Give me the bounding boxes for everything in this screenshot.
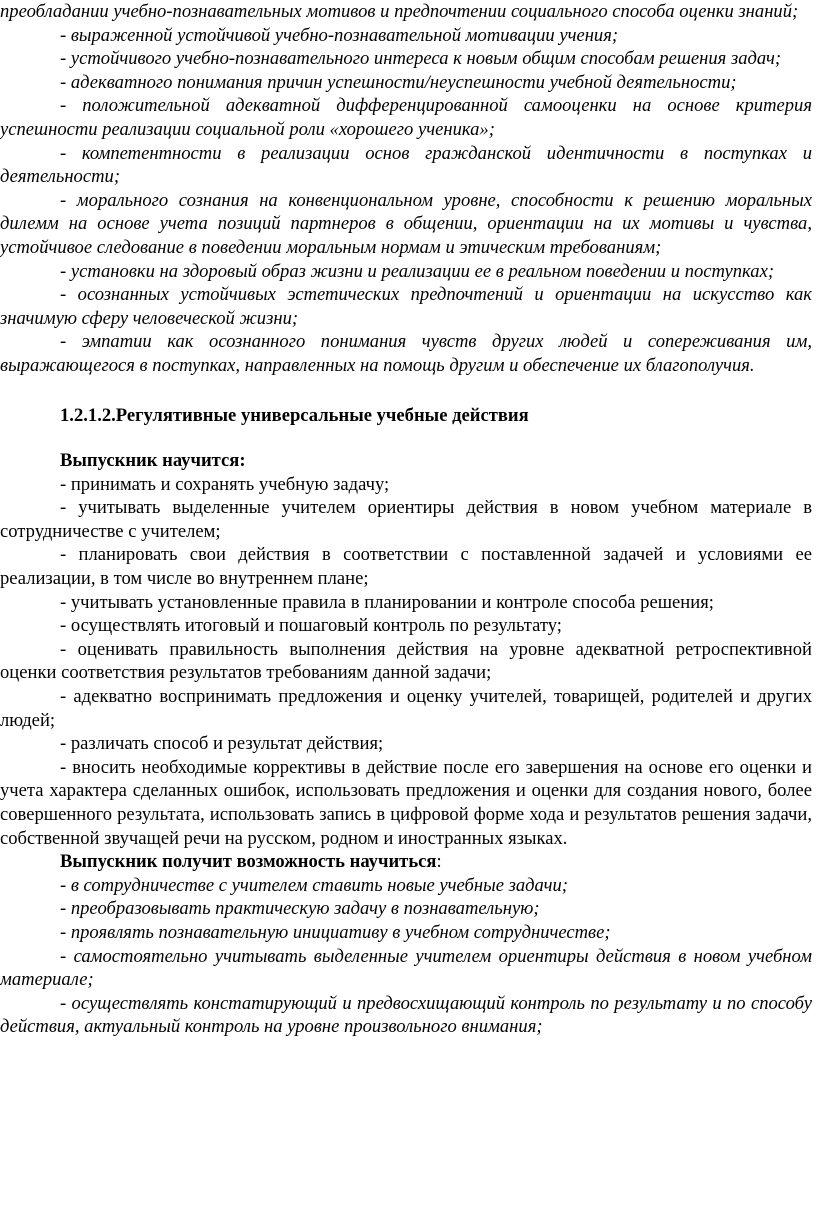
list-item: - планировать свои действия в соответствии с поставленной задачей и условиями ее реализации, в том числе во внутреннем плане; xyxy=(0,544,812,590)
list-item: - устойчивого учебно-познавательного интереса к новым общим способам решения задач; xyxy=(60,48,782,70)
list-item: - осознанных устойчивых эстетических предпочтений и ориентации на искусство как значимую сферу человеческой жизни; xyxy=(0,284,812,329)
spacer xyxy=(0,427,812,449)
spacer xyxy=(0,378,812,404)
list-item: - морального сознания на конвенциональном уровне, способности к решению моральных дилемм на основе учета позиций партнеров в общении, ориентации на их мотивы и чувства, устойчивое следование в поведении моральным нормам и этическим требованиям; xyxy=(0,189,812,258)
list-item: - установки на здоровый образ жизни и реализации ее в реальном поведении и поступках; xyxy=(60,260,775,282)
opportunity-heading-colon: : xyxy=(436,851,442,873)
section-heading xyxy=(0,404,812,428)
list-item: - оценивать правильность выполнения действия на уровне адекватной ретроспективной оценки соответствия результатов требованиям данной задачи; xyxy=(0,638,812,684)
list-item: - выраженной устойчивой учебно-познавательной мотивации учения; xyxy=(60,24,619,46)
list-item: - в сотрудничестве с учителем ставить новые учебные задачи; xyxy=(60,874,568,896)
list-item: - осуществлять итоговый и пошаговый контроль по результату; xyxy=(60,615,562,637)
list-item: - компетентности в реализации основ гражданской идентичности в поступках и деятельности; xyxy=(0,142,812,188)
section-title: .Регулятивные универсальные учебные действия xyxy=(111,404,529,426)
paragraph-continued: преобладании учебно-познавательных мотивов и предпочтении социального способа оценки знаний; xyxy=(0,1,799,22)
list-item: - положительной адекватной дифференцированной самооценки на основе критерия успешности реализации социальной роли «хорошего ученика»; xyxy=(0,95,812,140)
list-item: - проявлять познавательную инициативу в учебном сотрудничестве; xyxy=(60,921,611,943)
section-number: 1.2.1.2 xyxy=(60,404,112,426)
list-item: - различать способ и результат действия; xyxy=(60,733,384,755)
list-item: - адекватного понимания причин успешности/неуспешности учебной деятельности; xyxy=(60,71,737,93)
opportunity-heading-text: Выпускник получит возможность научиться xyxy=(60,851,437,873)
list-item: - осуществлять констатирующий и предвосхищающий контроль по результату и по способу действия, актуальный контроль на уровне произвольного внимания; xyxy=(0,992,812,1038)
will-learn-heading: Выпускник научится: xyxy=(60,450,246,472)
list-item: - принимать и сохранять учебную задачу; xyxy=(60,473,390,495)
opportunity-heading xyxy=(0,850,812,874)
list-item: - преобразовывать практическую задачу в познавательную; xyxy=(60,898,540,920)
list-item: - эмпатии как осознанного понимания чувств других людей и сопереживания им, выражающегося в поступках, направленных на помощь другим и обеспечение их благополучия. xyxy=(0,331,812,376)
list-item: - адекватно воспринимать предложения и оценку учителей, товарищей, родителей и других людей; xyxy=(0,686,812,731)
list-item: - учитывать выделенные учителем ориентиры действия в новом учебном материале в сотрудничестве с учителем; xyxy=(0,497,812,542)
list-item: - учитывать установленные правила в планировании и контроле способа решения; xyxy=(60,591,714,613)
list-item: - самостоятельно учитывать выделенные учителем ориентиры действия в новом учебном материале; xyxy=(0,945,812,991)
list-item: - вносить необходимые коррективы в действие после его завершения на основе его оценки и учета характера сделанных ошибок, использовать предложения и оценки для создания нового, более совершенного результата, использовать запись в цифровой форме хода и результатов решения задачи, собственной звучащей речи на русском, родном и иностранных языках. xyxy=(0,756,812,849)
